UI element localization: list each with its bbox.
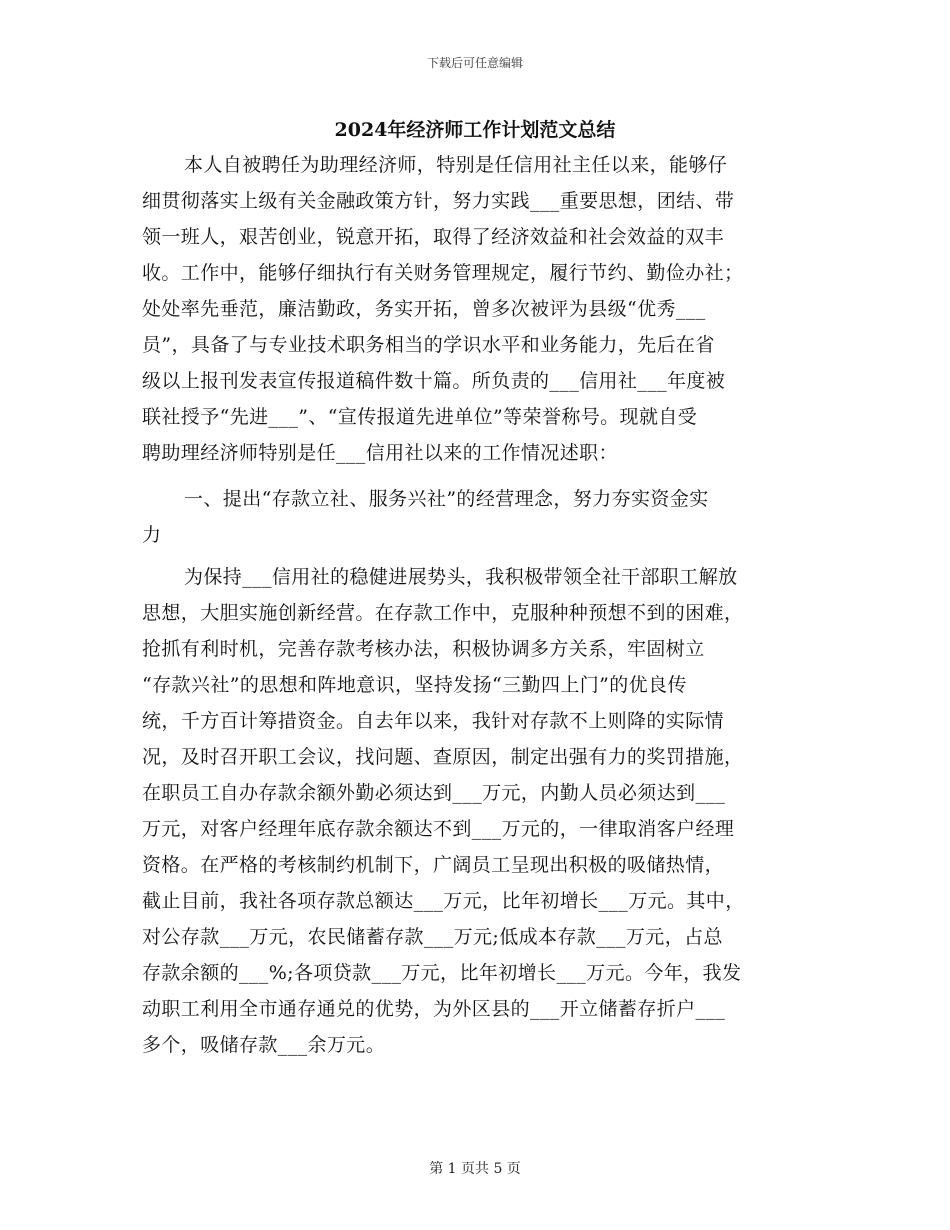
paragraph-line: 领一班人，艰苦创业，锐意开拓，取得了经济效益和社会效益的双丰 [142,226,725,248]
paragraph-line: 细贯彻落实上级有关金融政策方针，努力实践___重要思想，团结、带 [142,190,735,212]
paragraph-line: 况，及时召开职工会议，找问题、查原因，制定出强有力的奖罚措施， [142,746,744,768]
paragraph-line: 万元，对客户经理年底存款余额达不到___万元的，一律取消客户经理 [142,818,735,840]
paragraph-line: 存款余额的___%;各项贷款___万元，比年初增长___万元。今年，我发 [142,962,742,984]
page-footer: 第 1 页共 5 页 [429,1161,521,1177]
paragraph-line: 为保持___信用社的稳健进展势头，我积极带领全社干部职工解放 [184,566,738,588]
paragraph-line: 处处率先垂范，廉洁勤政，务实开拓，曾多次被评为县级“优秀___ [142,298,706,320]
paragraph-line: 统，千方百计筹措资金。自去年以来，我针对存款不上则降的实际情 [142,710,725,732]
paragraph-line: 多个，吸储存款___余万元。 [142,1034,386,1056]
paragraph-line: 本人自被聘任为助理经济师，特别是任信用社主任以来，能够仔 [184,154,728,176]
paragraph-line: 资格。在严格的考核制约机制下，广阔员工呈现出积极的吸储热情， [142,854,725,876]
section-heading-line: 力 [142,524,162,546]
paragraph-line: 抢抓有利时机，完善存款考核办法，积极协调多方关系，牢固树立 [142,638,705,660]
paragraph-line: 思想，大胆实施创新经营。在存款工作中，克服种种预想不到的困难， [142,602,744,624]
section-heading-line: 一、提出“存款立社、服务兴社”的经营理念，努力夯实资金实 [184,488,709,510]
header-note: 下载后可任意编辑 [426,56,523,70]
paragraph-line: 联社授予“先进___”、“宣传报道先进单位”等荣誉称号。现就自受 [142,406,698,428]
paragraph-line: 在职员工自办存款余额外勤必须达到___万元，内勤人员必须达到___ [142,782,726,804]
paragraph-line: 动职工利用全市通存通兑的优势，为外区县的___开立储蓄存折户___ [142,998,726,1020]
paragraph-line: 员”，具备了与专业技术职务相当的学识水平和业务能力，先后在省 [142,334,715,356]
paragraph-line: 截止目前，我社各项存款总额达___万元，比年初增长___万元。其中， [142,890,745,912]
paragraph-line: 聘助理经济师特别是任___信用社以来的工作情况述职： [142,442,618,464]
document-title: 2024年经济师工作计划范文总结 [334,119,616,141]
paragraph-line: 收。工作中，能够仔细执行有关财务管理规定，履行节约、勤俭办社； [142,262,744,284]
paragraph-line: 级以上报刊发表宣传报道稿件数十篇。所负责的___信用社___年度被 [142,370,726,392]
paragraph-line: “存款兴社”的思想和阵地意识，坚持发扬“三勤四上门”的优良传 [142,674,687,696]
paragraph-line: 对公存款___万元，农民储蓄存款___万元;低成本存款___万元，占总 [142,926,723,948]
